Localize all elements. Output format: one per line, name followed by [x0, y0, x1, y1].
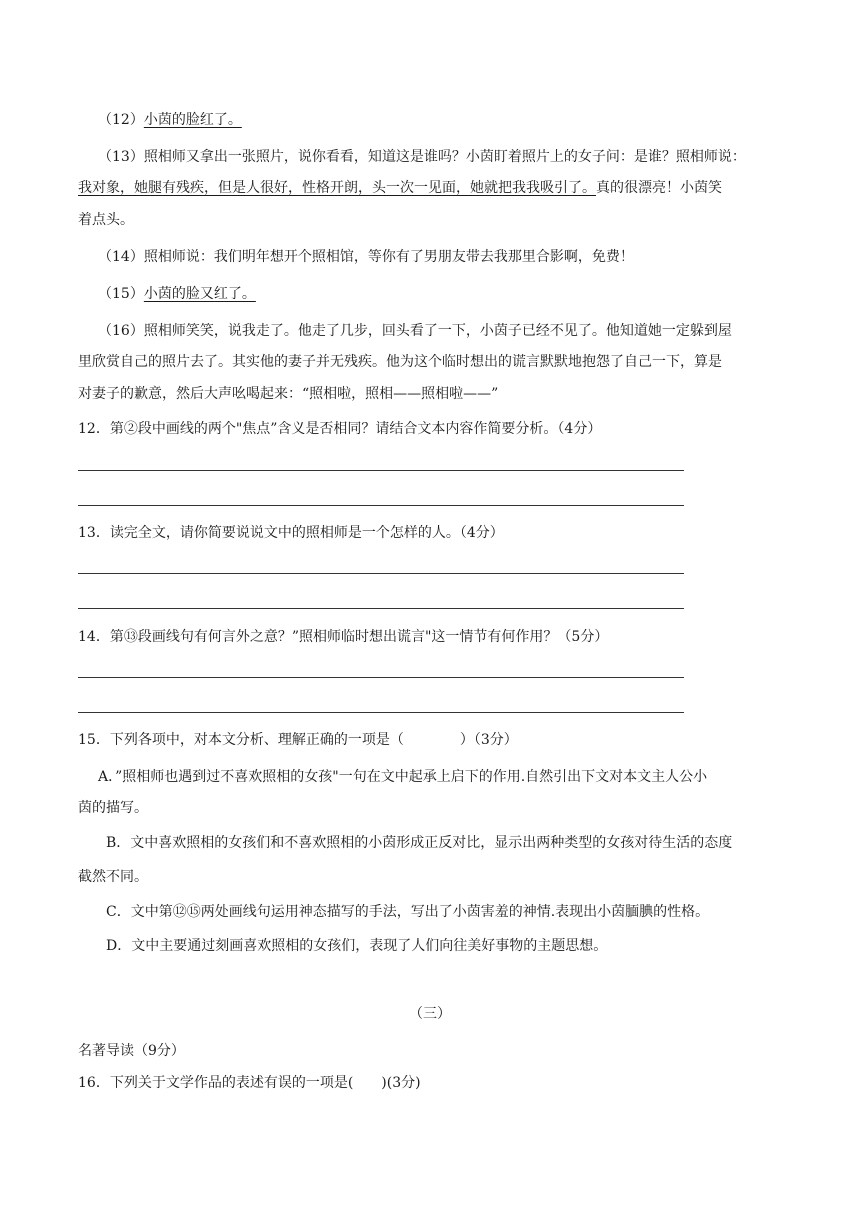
paragraph-number: （15） — [98, 286, 144, 302]
paragraph-16-line-3: 对妻子的歉意，然后大声吆喝起来：“照相啦，照相——照相啦——” — [78, 386, 499, 402]
paragraph-13-line-1 — [98, 147, 746, 167]
paragraph-text: 照相师笑笑，说我走了。他走了几步，回头看了一下，小茵子已经不见了。他知道她一定躲到屋 — [143, 323, 732, 339]
option-c: C．文中第⑫⑮两处画线句运用神态描写的手法，写出了小茵害羞的神情.表现出小茵腼腆的性格。 — [106, 904, 710, 920]
question-14: 14．第⑬段画线句有何言外之意？”照相师临时想出谎言"这一情节有何作用？（5分） — [78, 629, 609, 645]
paragraph-number: （16） — [98, 323, 144, 339]
question-13: 13．读完全文，请你简要说说文中的照相师是一个怎样的人。（4分） — [78, 525, 504, 541]
answer-line[interactable] — [78, 470, 684, 471]
underlined-sentence: 小茵的脸红了。 — [143, 112, 242, 128]
underlined-sentence: 我对象，她腿有残疾，但是人很好，性格开朗，头一次一见面，她就把我我吸引了。 — [78, 180, 596, 196]
answer-line[interactable] — [78, 712, 684, 713]
answer-line[interactable] — [78, 573, 684, 574]
section-heading: （三） — [409, 1006, 451, 1022]
paragraph-16-line-2: 里欣赏自己的照片去了。其实他的妻子并无残疾。他为这个临时想出的谎言默默地抱怨了自己一下，算是 — [78, 354, 722, 370]
answer-line[interactable] — [78, 608, 684, 609]
answer-line[interactable] — [78, 677, 684, 678]
paragraph-number: （14） — [98, 249, 144, 265]
option-b-line-1: B．文中喜欢照相的女孩们和不喜欢照相的小茵形成正反对比，显示出两种类型的女孩对待生活的态度 — [106, 835, 733, 851]
paragraph-number: （12） — [98, 112, 144, 128]
option-a-line-1: A．”照相师也遇到过不喜欢照相的女孩"一句在文中起承上启下的作用.自然引出下文对本文主人公小 — [98, 769, 708, 785]
question-16: 16．下列关于文学作品的表述有误的一项是( )(3分) — [78, 1075, 421, 1091]
paragraph-13-line-2 — [78, 178, 722, 198]
question-15: 15．下列各项中，对本文分析、理解正确的一项是（ ）（3分） — [78, 732, 518, 748]
section-label: 名著导读（9分） — [78, 1043, 185, 1059]
option-a-line-2: 茵的描写。 — [78, 800, 148, 816]
paragraph-12 — [98, 110, 242, 130]
paragraph-text: 照相师又拿出一张照片，说你看看，知道这是谁吗？小茵盯着照片上的女子问：是谁？照相师说： — [143, 149, 746, 165]
underlined-sentence: 小茵的脸又红了。 — [143, 286, 256, 302]
question-12: 12．第②段中画线的两个"焦点”含义是否相同？请结合文本内容作简要分析。（4分） — [78, 421, 602, 437]
paragraph-number: （13） — [98, 149, 144, 165]
paragraph-text: 照相师说：我们明年想开个照相馆，等你有了男朋友带去我那里合影啊，免费！ — [143, 249, 634, 265]
paragraph-16-line-1 — [98, 321, 732, 341]
option-b-line-2: 截然不同。 — [78, 869, 148, 885]
option-d: D．文中主要通过刻画喜欢照相的女孩们，表现了人们向往美好事物的主题思想。 — [106, 938, 608, 954]
paragraph-text: 真的很漂亮！小茵笑 — [596, 180, 722, 196]
paragraph-14 — [98, 247, 634, 267]
paragraph-13-line-3: 着点头。 — [78, 212, 134, 228]
answer-line[interactable] — [78, 505, 684, 506]
paragraph-15 — [98, 284, 256, 304]
